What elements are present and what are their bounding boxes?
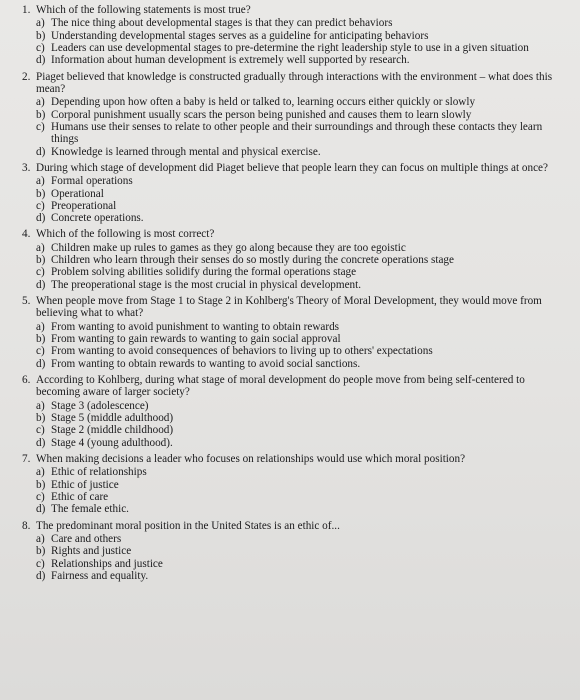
option-text: Leaders can use developmental stages to pre-determine the right leadership style to use in a given situation xyxy=(51,42,529,54)
question-text: During which stage of development did Piaget believe that people learn they can focus on multiple things at once? xyxy=(36,161,548,174)
option-label: c) xyxy=(36,199,45,212)
question-6 xyxy=(22,374,570,449)
option-label: c) xyxy=(36,345,45,358)
question-2 xyxy=(22,71,570,158)
option-text: Information about human development is extremely well supported by research. xyxy=(51,54,410,67)
option-text: Stage 3 (adolescence) xyxy=(51,399,149,412)
option-label: a) xyxy=(36,17,45,30)
option-label: b) xyxy=(36,29,46,42)
option-label: d) xyxy=(36,54,46,67)
answer-option-c xyxy=(36,424,570,436)
question-text: When people move from Stage 1 to Stage 2 in Kohlberg's Theory of Moral Development, they would move from believing what to what? xyxy=(36,295,542,320)
answer-option-d xyxy=(36,146,570,158)
option-text: Ethic of justice xyxy=(51,478,119,491)
answer-option-b xyxy=(36,545,570,557)
option-text: Problem solving abilities solidify during the formal operations stage xyxy=(51,266,357,279)
option-text: Understanding developmental stages serves as a guideline for anticipating behaviors xyxy=(51,29,429,42)
answer-option-a xyxy=(36,17,570,29)
answer-option-c xyxy=(36,42,570,54)
option-text: Rights and justice xyxy=(51,545,132,558)
option-label: b) xyxy=(36,254,46,267)
option-text: Operational xyxy=(51,187,104,200)
option-text: Ethic of care xyxy=(51,491,109,504)
question-number: 8. xyxy=(22,519,31,532)
option-label: c) xyxy=(36,491,45,504)
option-text: From wanting to avoid punishment to wanting to obtain rewards xyxy=(51,320,340,333)
question-7 xyxy=(22,453,570,516)
question-number: 2. xyxy=(22,70,31,83)
question-4 xyxy=(22,228,570,291)
answer-option-a xyxy=(36,533,570,545)
option-label: a) xyxy=(36,466,45,479)
option-label: d) xyxy=(36,212,46,225)
option-label: c) xyxy=(36,266,45,279)
question-list xyxy=(22,4,570,582)
answer-option-b xyxy=(36,412,570,424)
option-label: a) xyxy=(36,96,45,109)
answer-option-c xyxy=(36,491,570,503)
question-number: 1. xyxy=(22,4,31,16)
answer-options xyxy=(36,533,570,582)
question-text: Which of the following statements is most true? xyxy=(36,4,251,16)
answer-option-b xyxy=(36,333,570,345)
answer-option-c xyxy=(36,345,570,357)
option-text: Children make up rules to games as they go along because they are too egoistic xyxy=(51,241,406,254)
option-label: d) xyxy=(36,569,46,582)
option-label: d) xyxy=(36,503,46,516)
question-text: Which of the following is most correct? xyxy=(36,228,215,241)
option-text: Stage 5 (middle adulthood) xyxy=(51,412,174,425)
option-text: Ethic of relationships xyxy=(51,466,147,479)
option-label: b) xyxy=(36,333,46,346)
answer-option-b xyxy=(36,188,570,200)
option-text: Children who learn through their senses do so mostly during the concrete operations stage xyxy=(51,254,454,267)
option-label: d) xyxy=(36,357,46,370)
answer-option-b xyxy=(36,109,570,121)
answer-option-d xyxy=(36,503,570,515)
question-number: 5. xyxy=(22,295,31,308)
option-label: c) xyxy=(36,557,45,570)
answer-option-d xyxy=(36,358,570,370)
option-text: The female ethic. xyxy=(51,503,129,516)
option-label: b) xyxy=(36,478,46,491)
option-text: Relationships and justice xyxy=(51,557,163,570)
option-text: Corporal punishment usually scars the person being punished and causes them to learn slowly xyxy=(51,108,472,121)
answer-options xyxy=(36,175,570,224)
option-label: c) xyxy=(36,42,45,54)
option-label: b) xyxy=(36,412,46,425)
option-label: a) xyxy=(36,175,45,188)
option-label: d) xyxy=(36,278,46,291)
option-label: d) xyxy=(36,145,46,158)
question-3 xyxy=(22,162,570,225)
option-text: Humans use their senses to relate to other people and their surroundings and through these contacts they learn things xyxy=(51,121,543,146)
answer-options xyxy=(36,321,570,370)
option-text: Preoperational xyxy=(51,199,117,212)
option-text: The preoperational stage is the most crucial in physical development. xyxy=(51,278,362,291)
answer-option-c xyxy=(36,200,570,212)
answer-option-a xyxy=(36,400,570,412)
answer-options xyxy=(36,400,570,449)
answer-option-a xyxy=(36,321,570,333)
option-label: b) xyxy=(36,545,46,558)
answer-options xyxy=(36,242,570,291)
question-text: According to Kohlberg, during what stage of moral development do people move from being self-centered to becoming aware of larger society? xyxy=(36,374,525,399)
option-text: Stage 2 (middle childhood) xyxy=(51,424,174,437)
option-text: Fairness and equality. xyxy=(51,569,149,582)
option-text: Formal operations xyxy=(51,175,133,188)
option-label: a) xyxy=(36,320,45,333)
option-text: Concrete operations. xyxy=(51,212,144,225)
answer-option-d xyxy=(36,54,570,66)
question-text: When making decisions a leader who focuses on relationships would use which moral position? xyxy=(36,453,466,466)
answer-option-c xyxy=(36,266,570,278)
question-number: 4. xyxy=(22,228,31,241)
answer-option-a xyxy=(36,96,570,108)
option-text: Knowledge is learned through mental and physical exercise. xyxy=(51,145,321,158)
answer-option-d xyxy=(36,437,570,449)
answer-options xyxy=(36,17,570,66)
option-label: a) xyxy=(36,241,45,254)
answer-options xyxy=(36,96,570,157)
option-label: b) xyxy=(36,108,46,121)
question-5 xyxy=(22,295,570,370)
question-1 xyxy=(22,4,570,67)
option-label: c) xyxy=(36,121,45,133)
option-text: Depending upon how often a baby is held or talked to, learning occurs either quickly or slowly xyxy=(51,96,476,109)
answer-option-a xyxy=(36,175,570,187)
answer-option-b xyxy=(36,30,570,42)
option-label: a) xyxy=(36,399,45,412)
question-text: Piaget believed that knowledge is constructed gradually through interactions with the environment – what does this mean? xyxy=(36,70,553,95)
answer-option-d xyxy=(36,212,570,224)
option-text: From wanting to avoid consequences of behaviors to living up to others' expectations xyxy=(51,345,433,358)
option-text: From wanting to gain rewards to wanting to gain social approval xyxy=(51,333,341,346)
answer-option-c xyxy=(36,558,570,570)
answer-option-c xyxy=(36,121,570,146)
question-text: The predominant moral position in the United States is an ethic of... xyxy=(36,519,340,532)
answer-option-b xyxy=(36,254,570,266)
option-label: c) xyxy=(36,424,45,437)
answer-option-d xyxy=(36,279,570,291)
question-number: 7. xyxy=(22,453,31,466)
answer-options xyxy=(36,466,570,515)
option-text: Stage 4 (young adulthood). xyxy=(51,436,173,449)
option-label: d) xyxy=(36,436,46,449)
option-label: b) xyxy=(36,187,46,200)
answer-option-b xyxy=(36,479,570,491)
answer-option-a xyxy=(36,466,570,478)
option-label: a) xyxy=(36,533,45,546)
option-text: The nice thing about developmental stages is that they can predict behaviors xyxy=(51,17,393,30)
option-text: Care and others xyxy=(51,533,122,546)
question-number: 3. xyxy=(22,161,31,174)
answer-option-a xyxy=(36,242,570,254)
option-text: From wanting to obtain rewards to wanting to avoid social sanctions. xyxy=(51,357,361,370)
question-number: 6. xyxy=(22,374,31,387)
answer-option-d xyxy=(36,570,570,582)
question-8 xyxy=(22,520,570,583)
